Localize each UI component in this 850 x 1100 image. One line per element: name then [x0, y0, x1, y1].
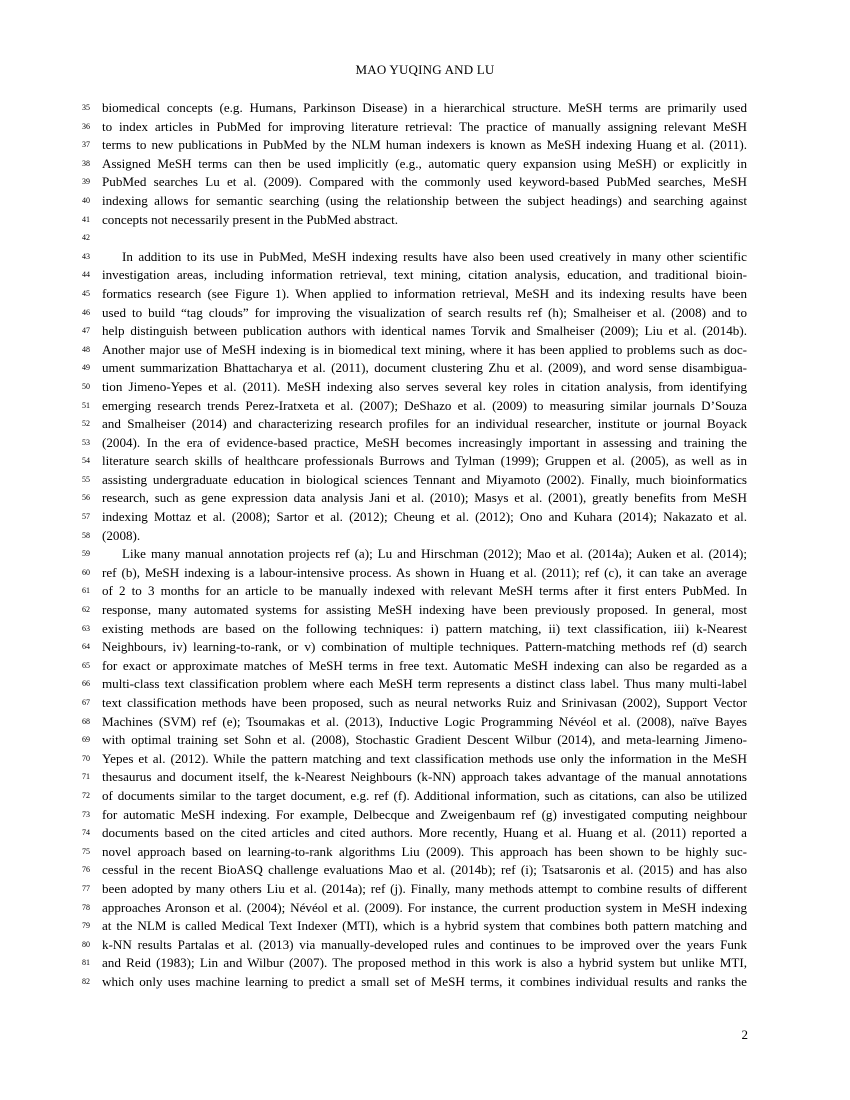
line-text: concepts not necessarily present in the PubMed abstract.	[102, 211, 398, 227]
line-text: (2008).	[102, 527, 141, 543]
line-number: 67	[82, 698, 90, 707]
line-text: Assigned MeSH terms can then be used implicitly (e.g., automatic query expansion using MeSH) or explicitly in	[102, 155, 747, 171]
line-number: 52	[82, 419, 90, 429]
text-line	[0, 917, 850, 936]
line-number: 82	[82, 976, 90, 986]
line-text: text classification methods have been proposed, such as neural networks Ruiz and Srinivasan (2002), Support Vector	[102, 695, 747, 710]
text-line	[0, 880, 850, 899]
line-number: 51	[82, 400, 90, 410]
line-number: 70	[82, 753, 90, 763]
line-number: 78	[82, 902, 90, 912]
line-text: thesaurus and document itself, the k-Nearest Neighbours (k-NN) approach takes advantage of the manual annotations	[102, 769, 747, 785]
text-line	[0, 136, 850, 155]
line-number: 61	[82, 586, 90, 596]
line-text: of 2 to 3 months for an article to be manually indexed with relevant MeSH terms after it first enters PubMed. In	[102, 583, 747, 599]
line-text: response, many automated systems for assisting MeSH indexing have been previously proposed. In general, most	[102, 602, 747, 618]
body-text	[0, 99, 850, 992]
text-line	[0, 508, 850, 527]
text-line	[0, 155, 850, 174]
text-line	[0, 118, 850, 137]
line-text: with optimal training set Sohn et al. (2008), Stochastic Gradient Descent Wilbur (2014), and meta-learning Jimeno-	[102, 732, 747, 748]
line-number: 37	[82, 140, 90, 150]
line-text: Machines (SVM) ref (e); Tsoumakas et al. (2013), Inductive Logic Programming Névéol et al. (2008), naïve Bayes	[102, 713, 747, 729]
line-number: 58	[82, 530, 90, 540]
line-text: ument summarization Bhattacharya et al. (2011), document clustering Zhu et al. (2009), and word sense disambigua-	[102, 360, 747, 376]
text-line	[0, 787, 850, 806]
text-line	[0, 620, 850, 639]
line-text: multi-class text classification problem where each MeSH term represents a distinct class label. Thus many multi-label	[102, 676, 747, 692]
line-number: 49	[82, 363, 90, 373]
line-number: 59	[82, 549, 90, 559]
line-text: emerging research trends Perez-Iratxeta et al. (2007); DeShazo et al. (2009) to measuring similar journals D’Souza	[102, 397, 747, 413]
line-text: been adopted by many others Liu et al. (2014a); ref (j). Finally, many methods attempt to combine results of different	[102, 880, 747, 896]
text-line	[0, 211, 850, 230]
line-text: literature search skills of healthcare professionals Burrows and Tylman (1999); Gruppen et al. (2005), as well as in	[102, 453, 747, 469]
line-text: investigation areas, including information retrieval, text mining, citation analysis, education, and traditional bioin-	[102, 267, 747, 283]
line-number: 73	[82, 809, 90, 819]
text-line	[0, 322, 850, 341]
text-line	[0, 545, 850, 564]
text-line	[0, 192, 850, 211]
line-number: 68	[82, 716, 90, 726]
line-number: 62	[82, 605, 90, 615]
line-text: used to build “tag clouds” for improving the visualization of search results ref (h); Smalheiser et al. (2008) and to	[102, 304, 747, 320]
text-line	[0, 304, 850, 323]
text-line	[0, 861, 850, 880]
text-line	[0, 229, 850, 248]
text-line	[0, 954, 850, 973]
line-number: 46	[82, 307, 90, 317]
line-text: existing methods are based on the following techniques: i) pattern matching, ii) text classification, iii) k-Nearest	[102, 620, 747, 636]
text-line	[0, 936, 850, 955]
text-line	[0, 248, 850, 267]
text-line	[0, 713, 850, 732]
text-line	[0, 564, 850, 583]
line-number: 53	[82, 437, 90, 447]
text-line	[0, 452, 850, 471]
line-text: Neighbours, iv) learning-to-rank, or v) combination of multiple techniques. Pattern-matching methods ref (d) search	[102, 639, 747, 655]
line-number: 72	[82, 790, 90, 800]
line-number: 57	[82, 512, 90, 522]
text-line	[0, 824, 850, 843]
line-number: 38	[82, 158, 90, 168]
line-text: documents based on the cited articles and cited authors. More recently, Huang et al. Huang et al. (2011) reported a	[102, 825, 747, 841]
line-text: for exact or approximate matches of MeSH terms in free text. Automatic MeSH indexing can also be regarded as a	[102, 657, 747, 673]
line-text: PubMed searches Lu et al. (2009). Compared with the commonly used keyword-based PubMed searches, MeSH	[102, 174, 747, 190]
line-number: 81	[82, 958, 90, 968]
line-text: tion Jimeno-Yepes et al. (2011). MeSH indexing also serves several key roles in citation analysis, from identifying	[102, 378, 747, 394]
line-number: 39	[82, 177, 90, 187]
line-text: Another major use of MeSH indexing is in biomedical text mining, where it has been applied to problems such as doc-	[102, 341, 747, 357]
line-text: research, such as gene expression data analysis Jani et al. (2010); Masys et al. (2001), greatly benefits from MeSH	[102, 490, 747, 506]
text-line	[0, 397, 850, 416]
line-text: Yepes et al. (2012). While the pattern matching and text classification methods use only the information in the MeSH	[102, 750, 747, 766]
line-text: biomedical concepts (e.g. Humans, Parkinson Disease) in a hierarchical structure. MeSH terms are primarily used	[102, 100, 747, 115]
line-number: 76	[82, 865, 90, 875]
line-number: 74	[82, 828, 90, 838]
running-head: MAO YUQING AND LU	[355, 62, 495, 77]
text-line	[0, 489, 850, 508]
line-text: and Reid (1983); Lin and Wilbur (2007). The proposed method in this work is also a hybrid system but unlike MTI,	[102, 955, 747, 971]
text-line	[0, 601, 850, 620]
line-text: terms to new publications in PubMed by the NLM human indexers is known as MeSH indexing Huang et al. (2011).	[102, 137, 747, 153]
line-number: 56	[82, 493, 90, 503]
line-text: approaches Aronson et al. (2004); Névéol et al. (2009). For instance, the current production system in MeSH indexing	[102, 899, 747, 915]
line-text: formatics research (see Figure 1). When applied to information retrieval, MeSH and its indexing results have been	[102, 285, 747, 301]
line-number: 43	[82, 251, 90, 261]
line-number: 41	[82, 214, 90, 224]
line-number: 47	[82, 326, 90, 336]
line-text: ref (b), MeSH indexing is a labour-intensive process. As shown in Huang et al. (2011); ref (c), it can take an average	[102, 564, 747, 580]
line-number: 40	[82, 195, 90, 205]
line-number: 63	[82, 623, 90, 633]
text-line	[0, 285, 850, 304]
line-text: (2004). In the era of evidence-based practice, MeSH becomes increasingly important in assessing and training the	[102, 434, 747, 450]
line-text: help distinguish between publication authors with identical names Torvik and Smalheiser (2009); Liu et al. (2014b).	[102, 323, 747, 339]
text-line	[0, 768, 850, 787]
line-text: at the NLM is called Medical Text Indexer (MTI), which is a hybrid system that combines both pattern matching and	[102, 918, 747, 934]
text-line	[0, 973, 850, 992]
line-number: 60	[82, 567, 90, 577]
text-line	[0, 806, 850, 825]
text-line	[0, 266, 850, 285]
line-text: assisting undergraduate education in biological sciences Tennant and Miyamoto (2002). Finally, much bioinformatics	[102, 471, 747, 487]
line-text: cessful in the recent BioASQ challenge evaluations Mao et al. (2014b); ref (i); Tsatsaronis et al. (2015) and has also	[102, 862, 747, 878]
line-number: 42	[82, 233, 90, 243]
text-line	[0, 843, 850, 862]
text-line	[0, 657, 850, 676]
line-number: 75	[82, 846, 90, 856]
text-line	[0, 415, 850, 434]
line-text: which only uses machine learning to predict a small set of MeSH terms, it combines individual results and ranks the	[102, 973, 747, 989]
text-line	[0, 341, 850, 360]
line-number: 35	[82, 103, 90, 112]
text-line	[0, 694, 850, 713]
line-text: novel approach based on learning-to-rank algorithms Liu (2009). This approach has been shown to be highly suc-	[102, 843, 747, 859]
text-line	[0, 527, 850, 546]
text-line	[0, 378, 850, 397]
line-number: 44	[82, 270, 90, 280]
line-number: 50	[82, 381, 90, 391]
line-number: 45	[82, 288, 90, 298]
line-text: for automatic MeSH indexing. For example, Delbecque and Zweigenbaum ref (g) investigated computing neighbour	[102, 806, 747, 822]
text-line	[0, 750, 850, 769]
line-number: 69	[82, 735, 90, 745]
text-line	[0, 99, 850, 118]
line-text: and Smalheiser (2014) and characterizing research profiles for an individual researcher, institute or journal Boyack	[102, 416, 747, 432]
line-text: k-NN results Partalas et al. (2013) via manually-developed rules and continues to be improved over the years Funk	[102, 936, 747, 952]
line-number: 55	[82, 474, 90, 484]
text-line	[0, 173, 850, 192]
line-number: 36	[82, 121, 90, 131]
line-number: 65	[82, 660, 90, 670]
text-line	[0, 582, 850, 601]
text-line	[0, 359, 850, 378]
line-number: 64	[82, 642, 90, 652]
text-line	[0, 675, 850, 694]
line-number: 71	[82, 772, 90, 782]
line-text: In addition to its use in PubMed, MeSH indexing results have also been used creatively in many other scientific	[122, 248, 747, 264]
text-line	[0, 899, 850, 918]
line-number: 79	[82, 921, 90, 931]
line-number: 48	[82, 344, 90, 354]
line-text: indexing Mottaz et al. (2008); Sartor et al. (2012); Cheung et al. (2012); Ono and Kuhara (2014); Nakazato et al.	[102, 509, 747, 525]
line-number: 80	[82, 939, 90, 949]
text-line	[0, 471, 850, 490]
text-line	[0, 638, 850, 657]
page-number: 2	[741, 1027, 748, 1042]
line-number: 66	[82, 679, 90, 689]
line-text: indexing allows for semantic searching (using the relationship between the subject headings) and searching against	[102, 192, 747, 208]
text-line	[0, 731, 850, 750]
text-line	[0, 434, 850, 453]
line-text: Like many manual annotation projects ref (a); Lu and Hirschman (2012); Mao et al. (2014a); Auken et al. (2014);	[122, 546, 747, 562]
line-text: to index articles in PubMed for improving literature retrieval: The practice of manually assigning relevant MeSH	[102, 118, 747, 134]
line-number: 54	[82, 456, 90, 466]
line-text: of documents similar to the target document, e.g. ref (f). Additional information, such as citations, can also be utilized	[102, 787, 747, 803]
line-number: 77	[82, 883, 90, 893]
